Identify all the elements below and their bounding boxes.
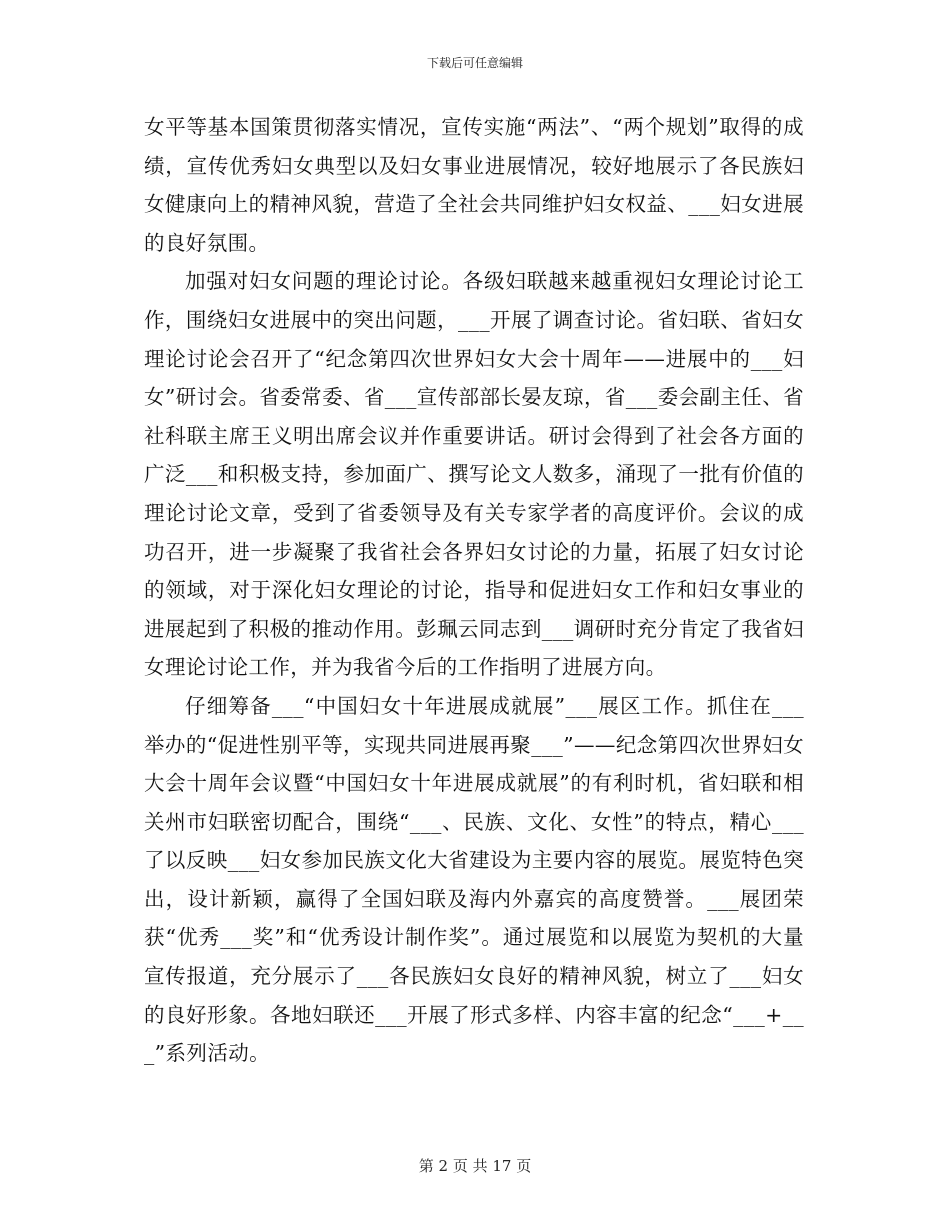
document-body <box>144 108 804 1073</box>
page-header-note: 下载后可任意编辑 <box>426 56 523 70</box>
paragraph-2: 加强对妇女问题的理论讨论。各级妇联越来越重视妇女理论讨论工作，围绕妇女进展中的突出问题，___开展了调查讨论。省妇联、省妇女理论讨论会召开了“纪念第四次世界妇女大会十周年——进展中的___妇女”研讨会。省委常委、省___宣传部部长晏友琼，省___委会副主任、省社科联主席王义明出席会议并作重要讲话。研讨会得到了社会各方面的广泛___和积极支持，参加面广、撰写论文人数多，涌现了一批有价值的理论讨论文章，受到了省委领导及有关专家学者的高度评价。会议的成功召开，进一步凝聚了我省社会各界妇女讨论的力量，拓展了妇女讨论的领域，对于深化妇女理论的讨论，指导和促进妇女工作和妇女事业的进展起到了积极的推动作用。彭珮云同志到___调研时充分肯定了我省妇女理论讨论工作，并为我省今后的工作指明了进展方向。 <box>144 269 804 680</box>
paragraph-1: 女平等基本国策贯彻落实情况，宣传实施“两法”、“两个规划”取得的成绩，宣传优秀妇女典型以及妇女事业进展情况，较好地展示了各民族妇女健康向上的精神风貌，营造了全社会共同维护妇女权益、___妇女进展的良好氛围。 <box>144 115 804 255</box>
page-number: 第 2 页 共 17 页 <box>418 1157 532 1175</box>
paragraph-3: 仔细筹备___“中国妇女十年进展成就展”___展区工作。抓住在___举办的“促进性别平等，实现共同进展再聚___”——纪念第四次世界妇女大会十周年会议暨“中国妇女十年进展成就展”的有利时机，省妇联和相关州市妇联密切配合，围绕“___、民族、文化、女性”的特点，精心___了以反映___妇女参加民族文化大省建设为主要内容的展览。展览特色突出，设计新颖，赢得了全国妇联及海内外嘉宾的高度赞誉。___展团荣获“优秀___奖”和“优秀设计制作奖”。通过展览和以展览为契机的大量宣传报道，充分展示了___各民族妇女良好的精神风貌，树立了___妇女的良好形象。各地妇联还___开展了形式多样、内容丰富的纪念“___+___”系列活动。 <box>144 693 804 1066</box>
